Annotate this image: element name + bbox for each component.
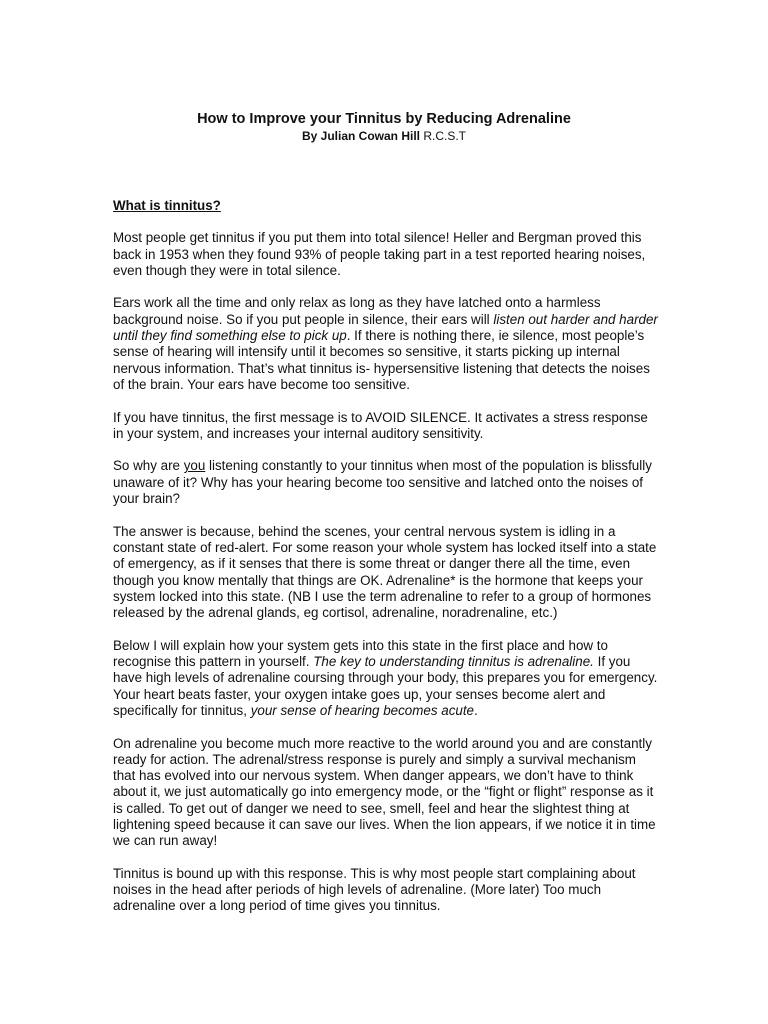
paragraph-4-text-c: listening constantly to your tinnitus when most of the population is blissfully unaware of it? Why has your hearing become too sensitive and latched onto the noises of your brain? (113, 458, 652, 507)
paragraph-6 (113, 638, 661, 719)
document-title: How to Improve your Tinnitus by Reducing Adrenaline (197, 111, 571, 127)
paragraph-5: The answer is because, behind the scenes, your central nervous system is idling in a constant state of red-alert. For some reason your whole system has locked itself into a state of emergency, as if it senses that there is some threat or danger there all the time, even though you know mentally that things are OK. Adrenaline* is the hormone that keeps your system locked into this state. (NB I use the term adrenaline to refer to a group of hormones released by the adrenal glands, eg cortisol, adrenaline, noradrenaline, etc.) (113, 523, 657, 621)
title-block (0, 110, 768, 144)
paragraph-8: Tinnitus is bound up with this response. This is why most people start complaining about noises in the head after periods of high levels of adrenaline. (More later) Too much adrenaline over a long period of time gives you tinnitus. (113, 865, 636, 914)
paragraph-6-text-c: If you have high levels of adrenaline coursing through your body, this prepares you for emergency. Your heart beats faster, your oxygen intake goes up, your senses become alert and specifically for tinnitus, (113, 654, 658, 718)
paragraph-2 (113, 295, 661, 393)
paragraph-3: If you have tinnitus, the first message is to AVOID SILENCE. It activates a stress response in your system, and increases your internal auditory sensitivity. (113, 409, 648, 441)
document-body (113, 198, 661, 931)
paragraph-2-text-c: . If there is nothing there, ie silence, most people’s sense of hearing will intensify until it becomes so sensitive, it starts picking up internal nervous information. That’s what tinnitus is- hypersensitive listening that detects the noises of the brain. Your ears have become too sensitive. (113, 328, 650, 392)
byline-author: By Julian Cowan Hill (301, 129, 420, 143)
paragraph-6-text-e: . (474, 702, 478, 718)
paragraph-4-text-a: So why are (113, 458, 184, 474)
byline-credentials: R.C.S.T (423, 129, 467, 143)
paragraph-6-italic-key: The key to understanding tinnitus is adrenaline. (313, 654, 594, 670)
paragraph-1: Most people get tinnitus if you put them into total silence! Heller and Bergman proved this back in 1953 when they found 93% of people taking part in a test reported hearing noises, even though they were in total silence. (113, 230, 646, 278)
paragraph-7: On adrenaline you become much more reactive to the world around you and are constantly ready for action. The adrenal/stress response is purely and simply a survival mechanism that has evolved into our nervous system. When danger appears, we don’t have to think about it, we just automatically go into emergency mode, or the “fight or flight” response as it is called. To get out of danger we need to see, smell, feel and hear the slightest thing at lightening speed because it can save our lives. When the lion appears, if we notice it in time we can run away! (113, 735, 656, 849)
byline (0, 128, 768, 144)
paragraph-6-text-a: Below I will explain how your system gets into this state in the first place and how to recognise this pattern in yourself. (113, 637, 608, 670)
section-heading: What is tinnitus? (113, 198, 221, 213)
paragraph-4 (113, 458, 661, 507)
paragraph-2-text-a: Ears work all the time and only relax as long as they have latched onto a harmless background noise. So if you put people in silence, their ears will (113, 295, 601, 327)
paragraph-4-underlined: you (183, 458, 206, 474)
paragraph-2-italic: listen out harder and harder until they find something else to pick up (113, 311, 658, 344)
paragraph-6-italic-acute: your sense of hearing becomes acute (250, 702, 474, 718)
